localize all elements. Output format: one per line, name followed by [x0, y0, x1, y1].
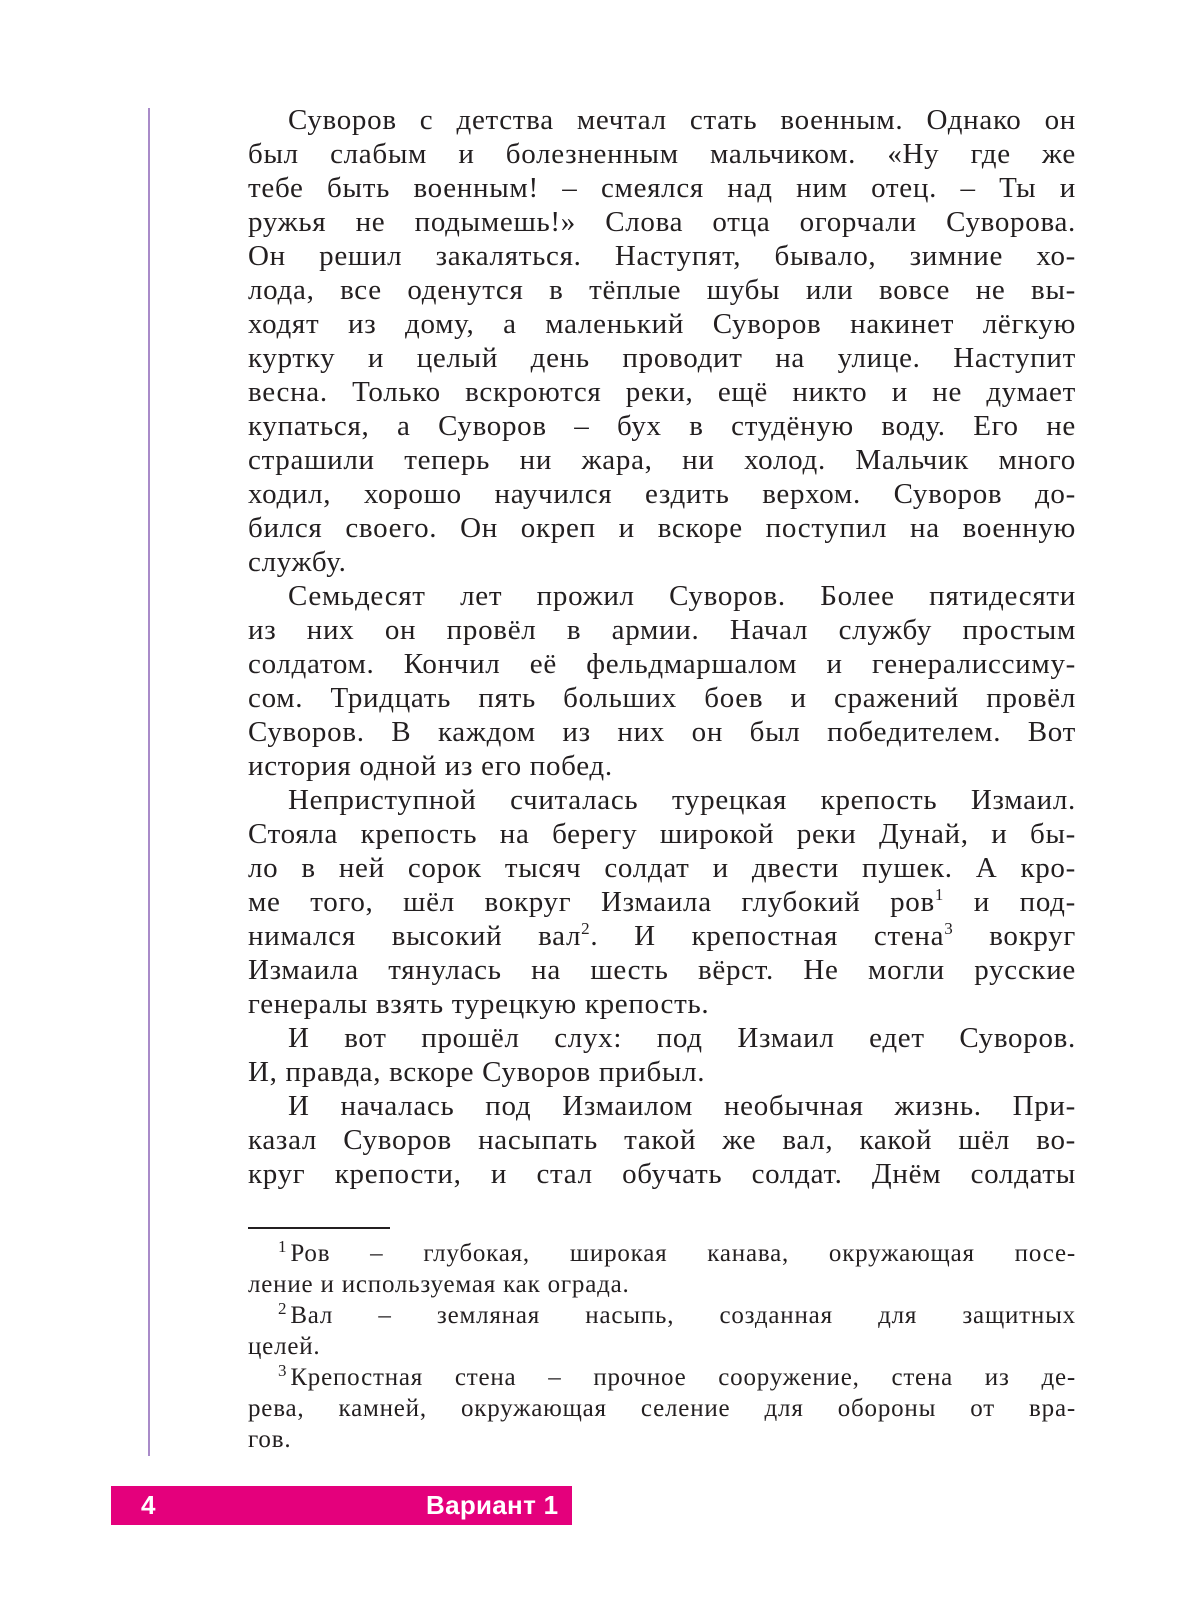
- footnote-line: гов.: [248, 1426, 292, 1453]
- text-segment: ме того, шёл вокруг Измаила глубокий ров: [248, 886, 935, 918]
- text-line: ходят из дому, а маленький Суворов накинет лёгкую: [248, 308, 1076, 340]
- text-line: солдатом. Кончил её фельдмаршалом и генералиссиму-: [248, 648, 1076, 680]
- text-line-with-footnote: [248, 885, 1076, 919]
- footnote-text: Вал – земляная насыпь, созданная для защитных: [290, 1302, 1076, 1329]
- paragraph-2: [248, 579, 1076, 783]
- footnote-line: [248, 1362, 1076, 1393]
- footnote-line: целей.: [248, 1333, 321, 1360]
- text-line: был слабым и болезненным мальчиком. «Ну где же: [248, 138, 1076, 170]
- page-number: 4: [141, 1490, 156, 1520]
- footnote-ref-2[interactable]: 2: [581, 919, 591, 938]
- text-line: тебе быть военным! – смеялся над ним отец. – Ты и: [248, 172, 1076, 204]
- paragraph-4: [248, 1021, 1076, 1089]
- text-line: круг крепости, и стал обучать солдат. Днём солдаты: [248, 1158, 1076, 1190]
- footnote-line: рева, камней, окружающая селение для обороны от вра-: [248, 1395, 1076, 1422]
- text-line: из них он провёл в армии. Начал службу простым: [248, 614, 1076, 646]
- paragraph-1: [248, 103, 1076, 579]
- text-line: ло в ней сорок тысяч солдат и двести пушек. А кро-: [248, 852, 1076, 884]
- text-line: И вот прошёл слух: под Измаил едет Суворов.: [288, 1022, 1076, 1054]
- text-line: И началась под Измаилом необычная жизнь. При-: [288, 1090, 1076, 1122]
- text-line: страшили теперь ни жара, ни холод. Мальчик много: [248, 444, 1076, 476]
- footnote-separator: [248, 1227, 390, 1229]
- text-line: Он решил закаляться. Наступят, бывало, зимние хо-: [248, 240, 1076, 272]
- footnote-ref-3[interactable]: 3: [944, 919, 954, 938]
- footer-bar: [111, 1486, 572, 1525]
- text-line: купаться, а Суворов – бух в студёную воду. Его не: [248, 410, 1076, 442]
- text-segment: и под-: [944, 886, 1076, 918]
- footnote-line: ление и используемая как ограда.: [248, 1271, 630, 1298]
- text-line: бился своего. Он окреп и вскоре поступил на военную: [248, 512, 1076, 544]
- text-line: генералы взять турецкую крепость.: [248, 988, 710, 1020]
- text-line: сом. Тридцать пять больших боев и сражений провёл: [248, 682, 1076, 714]
- margin-rule: [148, 108, 150, 1456]
- text-line: ходил, хорошо научился ездить верхом. Суворов до-: [248, 478, 1076, 510]
- text-line: Суворов. В каждом из них он был победителем. Вот: [248, 716, 1076, 748]
- text-line: Измаила тянулась на шесть вёрст. Не могли русские: [248, 954, 1076, 986]
- text-line: куртку и целый день проводит на улице. Наступит: [248, 342, 1076, 374]
- variant-label: Вариант 1: [426, 1490, 559, 1520]
- footnote-mark: 3: [278, 1361, 288, 1380]
- text-segment: вокруг: [953, 920, 1077, 952]
- footnote-text: Крепостная стена – прочное сооружение, стена из де-: [290, 1364, 1076, 1391]
- text-line: казал Суворов насыпать такой же вал, какой шёл во-: [248, 1124, 1076, 1156]
- paragraph-5: [248, 1089, 1076, 1191]
- text-segment: нимался высокий вал: [248, 920, 582, 952]
- text-line: ружья не подымешь!» Слова отца огорчали Суворова.: [248, 206, 1076, 238]
- footnote-line: [248, 1300, 1076, 1331]
- footnote-ref-1[interactable]: 1: [934, 885, 945, 904]
- main-text: [248, 103, 1076, 1191]
- text-line: Семьдесят лет прожил Суворов. Более пятидесяти: [288, 580, 1076, 612]
- footnote-2: [248, 1300, 1076, 1362]
- text-line-with-footnote: [248, 919, 1076, 953]
- text-line: службу.: [248, 546, 347, 578]
- text-line: история одной из его побед.: [248, 750, 613, 782]
- footnote-1: [248, 1238, 1076, 1300]
- text-line: весна. Только вскроются реки, ещё никто и не думает: [248, 376, 1076, 408]
- paragraph-3: [248, 783, 1076, 1021]
- text-line: Стояла крепость на берегу широкой реки Дунай, и бы-: [248, 818, 1076, 850]
- footnote-mark: 1: [278, 1237, 288, 1256]
- footnote-3: [248, 1362, 1076, 1455]
- footnote-mark: 2: [278, 1299, 288, 1318]
- text-line: Неприступной считалась турецкая крепость Измаил.: [288, 784, 1076, 816]
- footnotes: [248, 1238, 1076, 1455]
- text-segment: . И крепостная стена: [590, 920, 945, 952]
- text-line: И, правда, вскоре Суворов прибыл.: [248, 1056, 706, 1088]
- footnote-text: Ров – глубокая, широкая канава, окружающая посе-: [290, 1240, 1076, 1267]
- text-line: лода, все оденутся в тёплые шубы или вовсе не вы-: [248, 274, 1076, 306]
- text-line: Суворов с детства мечтал стать военным. Однако он: [288, 104, 1076, 136]
- footnote-line: [248, 1238, 1076, 1269]
